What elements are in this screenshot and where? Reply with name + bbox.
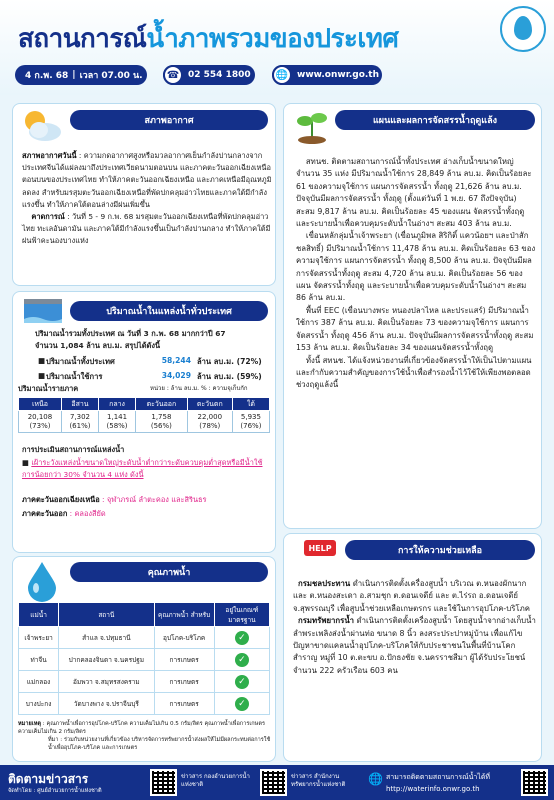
- check-icon: ✓: [235, 631, 249, 645]
- help-text1: ดำเนินการติดตั้งเครื่องสูบน้ำ บริเวณ ต.หนองผักนาก และ ต.หนองสะเดา อ.สามชุก ต.ดอนเจดีย์ และ ต.ไร่รถ อ.ดอนเจดีย์ จ.สุพรรณบุรี เพื่อสูบน้ำช่วยเหลือเกษตรกร และใช้ในการอุปโภค-บริโภค: [293, 579, 530, 613]
- phone-number: 02 554 1800: [188, 70, 251, 80]
- weather-icon: [18, 106, 68, 148]
- page-header: [0, 0, 554, 95]
- region-header: ตะวันออก: [136, 398, 188, 411]
- region-header: เหนือ: [19, 398, 62, 411]
- help-badge: HELP: [304, 540, 336, 556]
- weather-heading: สภาพอากาศ: [70, 110, 268, 130]
- east-row: ภาคตะวันออก : คลองสียัด: [22, 509, 106, 518]
- region-value: 5,935: [240, 412, 261, 421]
- quality-row: [19, 627, 270, 649]
- region-header: อีสาน: [61, 398, 98, 411]
- weather-text: [22, 150, 272, 248]
- region-pct: (76%): [240, 421, 262, 430]
- region-value-cell: [232, 411, 269, 433]
- reservoir-heading: ปริมาณน้ำในแหล่งน้ำทั่วประเทศ: [70, 301, 268, 321]
- date-time-pill: 4 ก.พ. 68 | เวลา 07.00 น.: [15, 65, 147, 85]
- date-label: 4 ก.พ. 68: [25, 71, 69, 81]
- region-table: [18, 397, 270, 433]
- quality-use-cell: อุปโภค-บริโภค: [154, 627, 214, 649]
- region-pct: (58%): [106, 421, 128, 430]
- quality-river-cell: เจ้าพระยา: [19, 627, 59, 649]
- quality-standard-cell: [214, 627, 269, 649]
- dryplan-p2: เขื่อนหลักลุ่มน้ำเจ้าพระยา (เขื่อนภูมิพล สิริกิติ์ แควน้อยฯ และป่าสักชลสิทธิ์) มีปริมาณน้ำใช้การ 11,478 ล้าน ลบ.ม. คิดเป็นร้อยละ 63 ของความจุใช้การ แผนการจัดสรรน้ำ ทั้งฤดู 8,500 ล้าน ลบ.ม. ปัจจุบันมีผลการจัดสรรน้ำทั้งฤดู สะสม 4,720 ล้าน ลบ.ม. คิดเป็นร้อยละ 56 ของแผน จัดสรรน้ำทั้งฤดู และระบายน้ำเพื่อควบคุมระดับน้ำในอ่างฯ สะสม 86 ล้าน ลบ.ม.: [296, 231, 536, 303]
- help-org1: กรมชลประทาน: [297, 579, 351, 588]
- region-value: 1,141: [107, 412, 128, 421]
- footer-follow: ติดตามข่าวสาร: [8, 772, 89, 786]
- phone-icon: ☎: [163, 65, 183, 85]
- forecast-label: คาดการณ์: [31, 212, 65, 222]
- quality-column-header: แม่น้ำ: [19, 603, 59, 627]
- website-url: www.onwr.go.th: [297, 70, 380, 80]
- region-pct: (61%): [69, 421, 91, 430]
- region-value: 7,302: [69, 412, 90, 421]
- dryplan-text: [296, 156, 536, 392]
- title-part1: สถานการณ์: [18, 24, 147, 54]
- quality-note: หมายเหตุ : คุณภาพน้ำเพื่อการอุปโภค-บริโภค ความเค็มไม่เกิน 0.5 กรัม/ลิตร คุณภาพน้ำเพื่อการเกษตร ความเค็มไม่เกิน 2 กรัม/ลิตร ที่มา : ร่วมกับหน่วยงานที่เกี่ยวข้อง บริหารจัดการทรัพยากรน้ำส่งผลให้ไม่มีผลกระทบต่อการใช้น้ำเพื่ออุปโภค-บริโภค และการเกษตร: [18, 721, 271, 751]
- evaluation-text: ■ เฝ้าระวังแหล่งน้ำขนาดใหญ่ระดับน้ำต่ำกว่าระดับควบคุมต่ำสุดหรือมีน้ำใช้การน้อยกว่า 30% จำนวน 4 แห่ง ดังนี้: [22, 458, 263, 480]
- help-org2: กรมทรัพยากรน้ำ: [297, 616, 355, 626]
- quality-standard-cell: [214, 671, 269, 693]
- region-value-cell: [19, 411, 62, 433]
- region-value-cell: [187, 411, 232, 433]
- dryplan-heading: แผนและผลการจัดสรรน้ำฤดูแล้ง: [335, 110, 535, 130]
- footer-follow-sub: จัดทำโดย : ศูนย์อำนวยการน้ำแห่งชาติ: [8, 788, 102, 794]
- qr1-text: ข่าวสาร กองอำนวยการน้ำแห่งชาติ: [181, 773, 250, 788]
- quality-station-cell: สำแล จ.ปทุมธานี: [59, 627, 154, 649]
- region-value-cell: [136, 411, 188, 433]
- quality-standard-cell: [214, 649, 269, 671]
- reservoir-intro: ปริมาณน้ำรวมทั้งประเทศ ณ วันที่ 3 ก.พ. 68 มากกว่าปี 67 จำนวน 1,084 ล้าน ลบ.ม. สรุปได้ดังนี้: [35, 329, 226, 351]
- evaluation-heading: การประเมินสถานการณ์แหล่งน้ำ: [22, 445, 125, 454]
- region-table-caption: ปริมาณน้ำรายภาค: [18, 384, 79, 393]
- onwr-logo: [500, 6, 546, 52]
- quality-use-cell: การเกษตร: [154, 671, 214, 693]
- qr3-url[interactable]: http://waterinfo.onwr.go.th: [386, 785, 480, 793]
- quality-use-cell: การเกษตร: [154, 693, 214, 715]
- reservoir-total-row: ■ ปริมาณน้ำทั้งประเทศ 58,244 ล้าน ลบ.ม. (72%): [38, 356, 262, 366]
- qr2-text: ข่าวสาร สำนักงานทรัพยากรน้ำแห่งชาติ: [291, 773, 346, 788]
- region-value-cell: [61, 411, 98, 433]
- region-header: ใต้: [232, 398, 269, 411]
- region-pct: (56%): [150, 421, 172, 430]
- phone-pill[interactable]: [163, 65, 255, 85]
- region-pct: (73%): [29, 421, 51, 430]
- qr-code-3[interactable]: [521, 769, 548, 796]
- qr-code-2[interactable]: [260, 769, 287, 796]
- region-table-unit: หน่วย : ล้าน ลบ.ม. % : ความจุเก็บกัก: [150, 385, 248, 392]
- quality-row: [19, 649, 270, 671]
- quality-column-header: อยู่ในเกณฑ์ มาตรฐาน: [214, 603, 269, 627]
- check-icon: ✓: [235, 653, 249, 667]
- help-heading: การให้ความช่วยเหลือ: [345, 540, 535, 560]
- region-value-cell: [99, 411, 136, 433]
- help-text2: ดำเนินการติดตั้งเครื่องสูบน้ำ โดยสูบน้ำจากอ่างเก็บน้ำลำพระเพลิงส่งน้ำผ่านท่อ ขนาด 8 นิ้ว ลงสระประปาหมู่บ้าน เพื่อแก้ไขปัญหาขาดแคลนน้ำอุปโภค-บริโภคให้กับประชาชนในพื้นที่บ้านโคกสำราญ หมู่ที่ 10 ต.ตะขบ อ.ปักธงชัย จ.นครราชสีมา ผู้ได้รับประโยชน์ จำนวน 222 ครัวเรือน 603 คน: [293, 616, 536, 675]
- region-value: 22,000: [197, 412, 223, 421]
- dryplan-p4: ทั้งนี้ สทนช. ได้แจ้งหน่วยงานที่เกี่ยวข้องจัดสรรน้ำให้เป็นไปตามแผนและกำกับความสำคัญของการใช้น้ำเพื่อสำรองน้ำไว้ใช้ให้เพียงพอตลอดช่วงฤดูแล้งนี้: [296, 355, 532, 390]
- title-accent: น้ำภาพรวมของประเทศ: [146, 24, 399, 54]
- region-value: 20,108: [27, 412, 53, 421]
- quality-station-cell: วัดบางพาง จ.ปราจีนบุรี: [59, 693, 154, 715]
- dam-icon: [18, 291, 68, 333]
- weather-today-label: สภาพอากาศวันนี้: [22, 151, 77, 160]
- quality-heading: คุณภาพน้ำ: [70, 562, 268, 582]
- quality-row: [19, 671, 270, 693]
- quality-river-cell: ท่าจีน: [19, 649, 59, 671]
- quality-standard-cell: [214, 693, 269, 715]
- quality-river-cell: บางปะกง: [19, 693, 59, 715]
- time-label: เวลา 07.00 น.: [79, 71, 143, 81]
- quality-use-cell: การเกษตร: [154, 649, 214, 671]
- forecast-text: : วันที่ 5 - 9 ก.พ. 68 มรสุมตะวันออกเฉียงเหนือที่พัดปกคลุมอ่าวไทย ทะเลอันดามัน และภาคใต้มีกำลังแรงขึ้นเป็นกำลังปานกลาง ทำให้ภาคใต้มีฝนฟ้าคะนองบางแห่ง: [22, 212, 271, 246]
- quality-station-cell: อัมพวา จ.สมุทรสงคราม: [59, 671, 154, 693]
- quality-river-cell: แม่กลอง: [19, 671, 59, 693]
- quality-column-header: คุณภาพน้ำ สำหรับ: [154, 603, 214, 627]
- water-drop-icon: [22, 560, 72, 602]
- website-pill[interactable]: [272, 65, 382, 85]
- weather-today-text: : ความกดอากาศสูงหรือมวลอากาศเย็นกำลังปานกลางจากประเทศจีนได้แผ่ลงมาถึงประเทศเวียดนามตอนบน และภาคตะวันออกเฉียงเหนือตอนบนของประเทศไทย ทำให้ภาคตะวันออกเฉียงเหนือ และภาคเหนือมีอุณหภูมิลดลง สำหรับมรสุมตะวันออกเฉียงเหนือที่พัดปกคลุมอ่าวไทยและภาคใต้มีกำลังแรงขึ้น ทำให้ภาคใต้ตอนล่างมีฝนเพิ่มขึ้น: [22, 151, 272, 209]
- page-title: [18, 18, 398, 59]
- qr3-text: สามารถติดตามสถานการณ์น้ำได้ที่: [386, 773, 490, 781]
- check-icon: ✓: [235, 697, 249, 711]
- northeast-row: ภาคตะวันออกเฉียงเหนือ : จุฬาภรณ์ ลำตะคอง และสิรินธร: [22, 495, 207, 504]
- help-text: [293, 578, 537, 677]
- region-header: กลาง: [99, 398, 136, 411]
- check-icon: ✓: [235, 675, 249, 689]
- region-pct: (78%): [199, 421, 221, 430]
- sprout-icon: [292, 104, 342, 146]
- globe-footer-icon: 🌐: [368, 772, 383, 786]
- quality-row: [19, 693, 270, 715]
- region-value: 1,758: [151, 412, 172, 421]
- quality-column-header: สถานี: [59, 603, 154, 627]
- dryplan-p1: สทนช. ติดตามสถานการณ์น้ำทั้งประเทศ อ่างเก็บน้ำขนาดใหญ่ จำนวน 35 แห่ง มีปริมาณน้ำใช้การ 28,849 ล้าน ลบ.ม. คิดเป็นร้อยละ 61 ของความจุใช้การ แผนการจัดสรรน้ำ ทั้งฤดู 21,626 ล้าน ลบ.ม. ปัจจุบันมีผลการจัดสรรน้ำ ทั้งฤดู (ตั้งแต่วันที่ 1 พ.ย. 67 ถึงปัจจุบัน) สะสม 9,817 ล้าน ลบ.ม. คิดเป็นร้อยละ 45 ของแผน จัดสรรน้ำทั้งฤดู และระบายน้ำเพื่อควบคุมระดับน้ำในอ่างฯ สะสม 403 ล้าน ลบ.ม.: [296, 157, 532, 229]
- dryplan-p3: พื้นที่ EEC (เขื่อนบางพระ หนองปลาไหล และประแสร์) มีปริมาณน้ำใช้การ 387 ล้าน ลบ.ม. คิดเป็นร้อยละ 73 ของความจุใช้การ แผนการจัดสรรน้ำ ทั้งฤดู 456 ล้าน ลบ.ม. ปัจจุบันมีผลการจัดสรรน้ำทั้งฤดู สะสม 153 ล้าน ลบ.ม. คิดเป็นร้อยละ 34 ของแผนจัดสรรน้ำทั้งฤดู: [296, 305, 534, 353]
- region-header: ตะวันตก: [187, 398, 232, 411]
- globe-icon: 🌐: [272, 65, 292, 85]
- quality-station-cell: ปากคลองจินดา จ.นครปฐม: [59, 649, 154, 671]
- qr-code-1[interactable]: [150, 769, 177, 796]
- quality-table: [18, 602, 270, 715]
- reservoir-usable-row: ■ ปริมาณน้ำใช้การ 34,029 ล้าน ลบ.ม. (59%): [38, 371, 262, 381]
